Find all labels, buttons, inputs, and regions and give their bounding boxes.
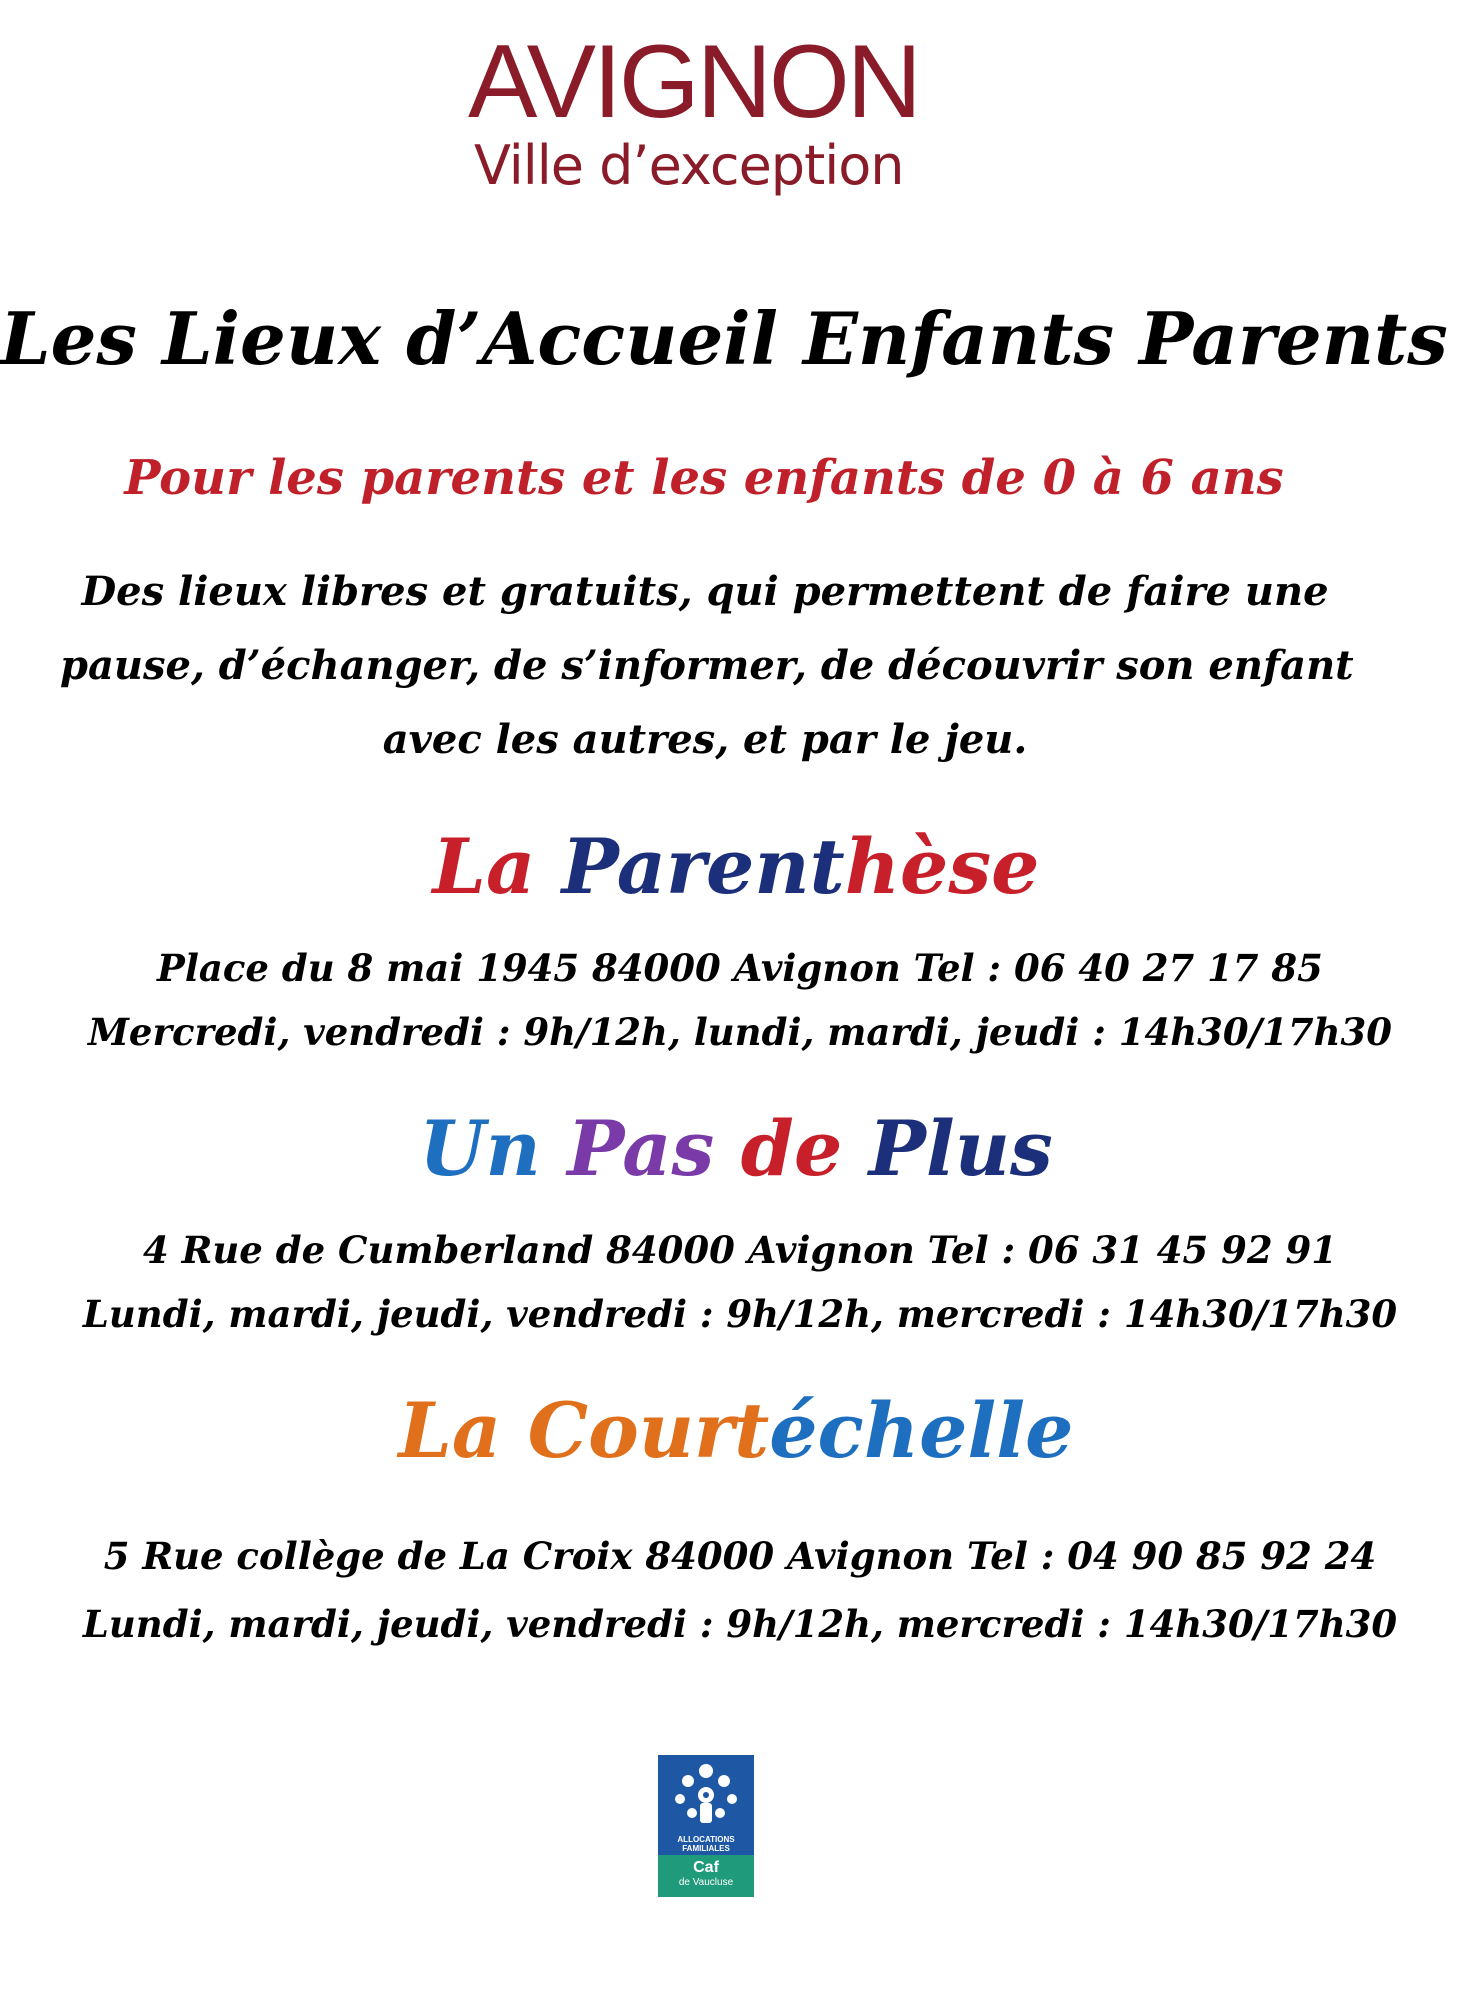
- venue-hours: Lundi, mardi, jeudi, vendredi : 9h/12h, mercredi : 14h30/17h30: [82, 1602, 1398, 1646]
- venue-name-part: hèse: [844, 822, 1040, 911]
- venue-address: 5 Rue collège de La Croix 84000 Avignon Tel : 04 90 85 92 24: [103, 1534, 1377, 1578]
- venue-name-la-courtechelle: [0, 1386, 1472, 1476]
- venue-name-part: Un: [419, 1104, 568, 1193]
- logo-tagline: Ville d’exception: [474, 134, 904, 197]
- venue-address: 4 Rue de Cumberland 84000 Avignon Tel : 06 31 45 92 91: [143, 1228, 1337, 1272]
- venue-name-part: échelle: [769, 1386, 1074, 1475]
- caf-name: Caf: [693, 1859, 719, 1876]
- page-subtitle: Pour les parents et les enfants de 0 à 6 ans: [124, 450, 1284, 506]
- venue-name-parenthese: [0, 822, 1472, 912]
- caf-line2: FAMILIALES: [682, 1844, 730, 1853]
- intro-line-1: Des lieux libres et gratuits, qui permettent de faire une: [81, 568, 1329, 615]
- caf-region: de Vaucluse: [678, 1877, 734, 1888]
- venue-name-part: Plus: [868, 1104, 1053, 1193]
- venue-name-part: t: [734, 1386, 770, 1475]
- venue-hours: Lundi, mardi, jeudi, vendredi : 9h/12h, mercredi : 14h30/17h30: [82, 1292, 1398, 1336]
- venue-hours: Mercredi, vendredi : 9h/12h, lundi, mardi, jeudi : 14h30/17h30: [87, 1010, 1393, 1054]
- intro-line-2: pause, d’échanger, de s’informer, de découvrir son enfant: [60, 642, 1354, 689]
- venue-name-part: Pas: [567, 1104, 741, 1193]
- venue-name-part: Parent: [561, 822, 845, 911]
- venue-name-un-pas-de-plus: [0, 1104, 1472, 1194]
- caf-logo: [658, 1755, 754, 1897]
- page-title: Les Lieux d’Accueil Enfants Parents: [0, 296, 1448, 381]
- caf-line1: ALLOCATIONS: [677, 1835, 735, 1844]
- venue-name-part: La: [432, 822, 562, 911]
- logo-city: AVIGNON: [468, 24, 919, 140]
- venue-name-part: La Cour: [398, 1386, 735, 1475]
- venue-name-part: de: [740, 1104, 869, 1193]
- intro-line-3: avec les autres, et par le jeu.: [382, 716, 1028, 763]
- venue-address: Place du 8 mai 1945 84000 Avignon Tel : 06 40 27 17 85: [157, 946, 1323, 990]
